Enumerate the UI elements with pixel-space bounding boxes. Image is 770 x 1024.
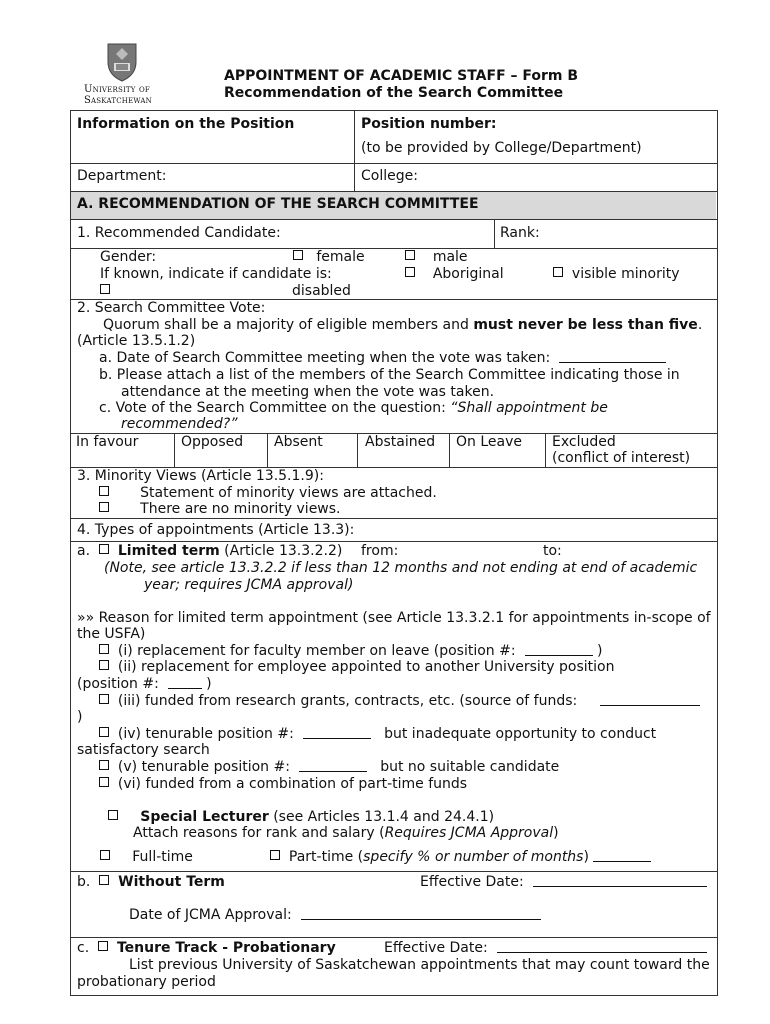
checkbox-icon[interactable] [99, 694, 109, 704]
checkbox-icon[interactable] [99, 727, 109, 737]
visible-minority-option[interactable]: visible minority [553, 266, 680, 282]
checkbox-icon[interactable] [108, 810, 118, 820]
reason-iv[interactable]: (iv) tenurable position #: but inadequate opportunity to conduct [99, 726, 656, 742]
tenure-track-effective-date: Effective Date: [384, 940, 707, 956]
vote-item-b2: attendance at the meeting when the vote was taken. [121, 384, 495, 400]
checkbox-icon[interactable] [100, 284, 110, 294]
checkbox-icon[interactable] [99, 502, 109, 512]
university-line2: Saskatchewan [84, 95, 152, 106]
without-term-date-field[interactable] [533, 875, 707, 887]
university-line1: University of [84, 84, 150, 95]
limited-note-1: (Note, see article 13.3.2.2 if less than 12 months and not ending at end of academic [104, 560, 698, 576]
jcma-date-field[interactable] [301, 908, 541, 920]
vote-item-c-question: recommended?” [121, 416, 238, 432]
limited-term-option[interactable]: a. Limited term (Article 13.3.2.2) [77, 543, 343, 559]
limited-from-field[interactable]: from: [361, 543, 399, 559]
male-option[interactable]: male [405, 249, 468, 265]
reason-iv-cont: satisfactory search [77, 742, 210, 758]
if-known-label: If known, indicate if candidate is: [100, 266, 332, 282]
female-option[interactable]: female [293, 249, 365, 265]
attach-reasons: Attach reasons for rank and salary (Requires JCMA Approval) [133, 825, 559, 841]
checkbox-icon[interactable] [99, 486, 109, 496]
minority-heading: 3. Minority Views (Article 13.5.1.9): [77, 468, 324, 484]
rank-field[interactable]: Rank: [500, 225, 540, 241]
aboriginal-option[interactable]: Aboriginal [405, 266, 504, 282]
reason-vi[interactable]: (vi) funded from a combination of part-time funds [99, 776, 467, 792]
meeting-date-field[interactable] [559, 351, 666, 363]
department-field[interactable]: Department: [77, 168, 167, 184]
reason-ii[interactable]: (ii) replacement for employee appointed to another University position [99, 659, 614, 675]
tenure-track-date-field[interactable] [497, 941, 707, 953]
recommended-candidate-field[interactable]: 1. Recommended Candidate: [77, 225, 281, 241]
types-heading: 4. Types of appointments (Article 13.3): [77, 522, 355, 538]
vote-excluded[interactable]: Excluded [552, 434, 616, 450]
vote-item-a: a. Date of Search Committee meeting when the vote was taken: [99, 350, 666, 366]
previous-appointments-2: probationary period [77, 974, 216, 990]
vote-heading: 2. Search Committee Vote: [77, 300, 266, 316]
checkbox-icon[interactable] [99, 644, 109, 654]
form-subtitle: Recommendation of the Search Committee [224, 85, 564, 101]
disabled-label: disabled [292, 283, 351, 299]
reason-v[interactable]: (v) tenurable position #: but no suitable candidate [99, 759, 559, 775]
checkbox-icon[interactable] [405, 267, 415, 277]
university-logo [84, 42, 160, 106]
reason-iii[interactable]: (iii) funded from research grants, contracts, etc. (source of funds: [99, 693, 700, 709]
part-time-amount-field[interactable] [593, 850, 651, 862]
part-time-option[interactable]: Part-time (specify % or number of months) [270, 849, 651, 865]
tenure-track-option[interactable]: c. Tenure Track - Probationary [77, 940, 336, 956]
vote-in-favour[interactable]: In favour [76, 434, 139, 450]
without-term-effective-date: Effective Date: [420, 874, 707, 890]
vote-on-leave[interactable]: On Leave [456, 434, 522, 450]
reason-i[interactable]: (i) replacement for faculty member on leave (position #: ) [99, 643, 602, 659]
form-title: APPOINTMENT OF ACADEMIC STAFF – Form B [224, 68, 579, 84]
reason-heading-2: the USFA) [77, 626, 146, 642]
quorum-text: Quorum shall be a majority of eligible members and must never be less than five. [103, 317, 703, 333]
section-a-heading: A. RECOMMENDATION OF THE SEARCH COMMITTEE [77, 196, 479, 212]
reason-i-position-field[interactable] [525, 644, 593, 656]
vote-absent[interactable]: Absent [274, 434, 323, 450]
reason-iii-end: ) [77, 709, 83, 725]
checkbox-icon[interactable] [553, 267, 563, 277]
checkbox-icon[interactable] [270, 850, 280, 860]
checkbox-icon[interactable] [100, 850, 110, 860]
reason-ii-position-field[interactable] [168, 677, 202, 689]
special-lecturer-option[interactable]: Special Lecturer (see Articles 13.1.4 and 24.4.1) [108, 809, 494, 825]
previous-appointments-1: List previous University of Saskatchewan appointments that may count toward the [129, 957, 710, 973]
full-time-option[interactable]: Full-time [100, 849, 193, 865]
college-field[interactable]: College: [361, 168, 418, 184]
jcma-approval-date: Date of JCMA Approval: [129, 907, 541, 923]
position-number-note: (to be provided by College/Department) [361, 140, 642, 156]
vote-opposed[interactable]: Opposed [181, 434, 244, 450]
checkbox-icon[interactable] [99, 544, 109, 554]
checkbox-icon[interactable] [293, 250, 303, 260]
limited-note-2: year; requires JCMA approval) [144, 577, 354, 593]
quorum-article: (Article 13.5.1.2) [77, 333, 196, 349]
gender-label: Gender: [100, 249, 157, 265]
crest-icon [105, 42, 139, 82]
limited-to-field[interactable]: to: [543, 543, 562, 559]
minority-option-none[interactable]: There are no minority views. [99, 501, 341, 517]
vote-excluded-note: (conflict of interest) [552, 450, 691, 466]
checkbox-icon[interactable] [99, 777, 109, 787]
university-name [84, 84, 160, 106]
vote-item-b1: b. Please attach a list of the members of the Search Committee indicating those in [99, 367, 680, 383]
position-info-label: Information on the Position [77, 116, 295, 132]
vote-item-c: c. Vote of the Search Committee on the question: “Shall appointment be [99, 400, 608, 416]
position-number-label: Position number: [361, 116, 497, 132]
reason-v-position-field[interactable] [299, 760, 367, 772]
without-term-option[interactable]: b. Without Term [77, 874, 225, 890]
checkbox-icon[interactable] [99, 875, 109, 885]
reason-heading-1: »» Reason for limited term appointment (see Article 13.3.2.1 for appointments in-scope of [77, 610, 711, 626]
checkbox-icon[interactable] [99, 660, 109, 670]
reason-iv-position-field[interactable] [303, 727, 371, 739]
checkbox-icon[interactable] [98, 941, 108, 951]
minority-option-attached[interactable]: Statement of minority views are attached. [99, 485, 437, 501]
disabled-checkbox[interactable] [100, 283, 110, 299]
checkbox-icon[interactable] [405, 250, 415, 260]
vote-abstained[interactable]: Abstained [365, 434, 436, 450]
reason-ii-position: (position #: ) [77, 676, 212, 692]
checkbox-icon[interactable] [99, 760, 109, 770]
source-of-funds-field[interactable] [600, 694, 700, 706]
